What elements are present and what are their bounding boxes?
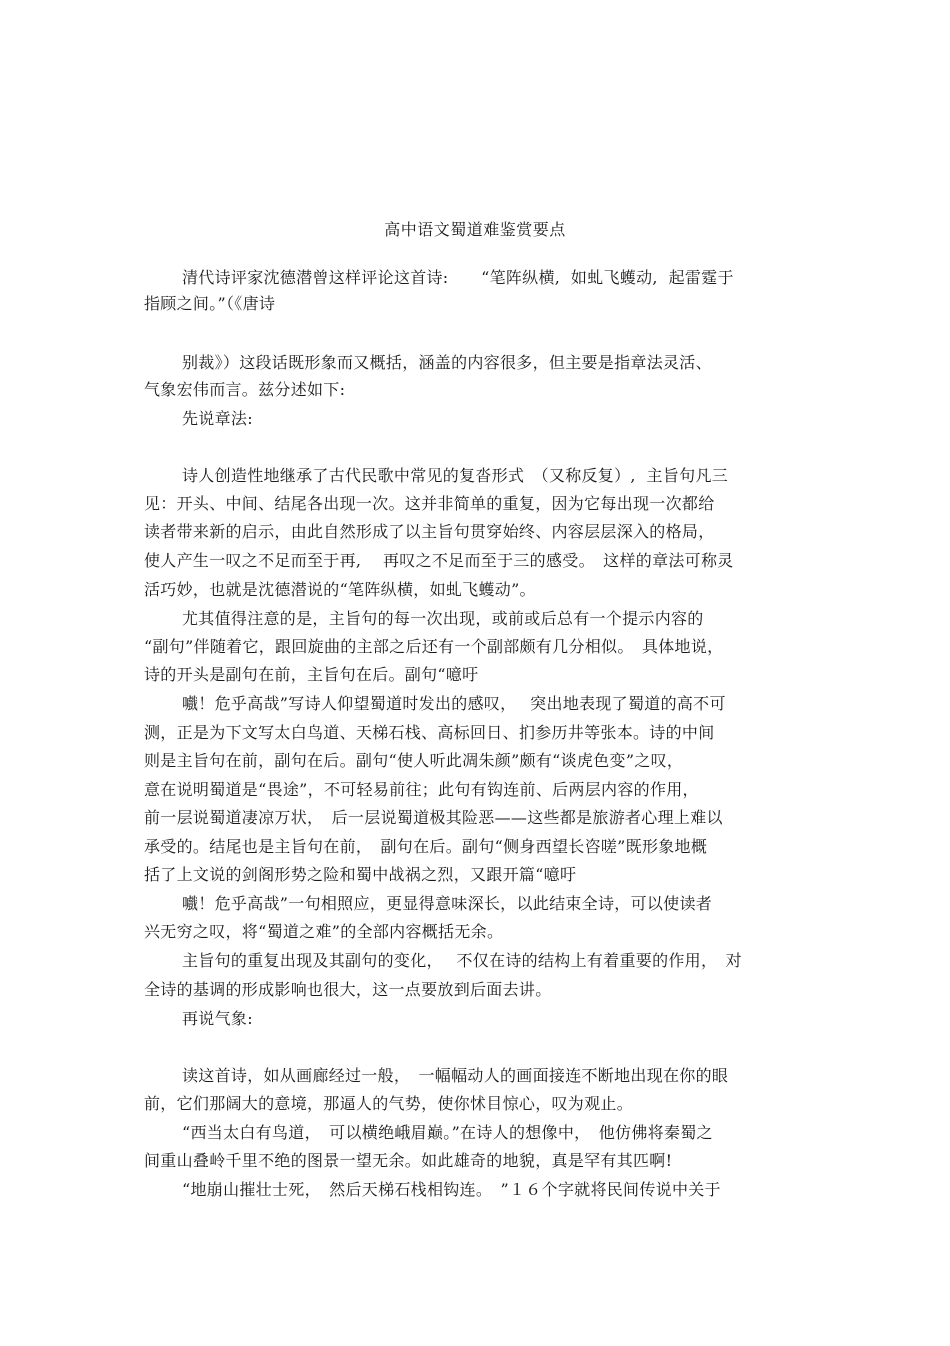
text-line: 嚱！危乎高哉”一句相照应，更显得意味深长，以此结束全诗，可以使读者 [182,894,713,913]
page-title: 高中语文蜀道难鉴赏要点 [384,220,566,239]
text-line: 读这首诗，如从画廊经过一般， 一幅幅动人的画面接连不断地出现在你的眼 [182,1066,729,1085]
text-line: 尤其值得注意的是，主旨句的每一次出现，或前或后总有一个提示内容的 [182,609,704,628]
text-line: 诗的开头是副句在前，主旨句在后。副句“噫吁 [144,665,479,684]
text-line: “地崩山摧壮士死， 然后天梯石栈相钩连。 ”１６个字就将民间传说中关于 [182,1180,721,1199]
text-line: 指顾之间。”（《唐诗 [144,294,276,313]
text-line: 则是主旨句在前，副句在后。副句“使人听此凋朱颜”颇有“谈虎色变”之叹， [144,751,684,770]
text-line: 主旨句的重复出现及其副句的变化， 不仅在诗的结构上有着重要的作用， 对 [182,951,742,970]
text-line: 先说章法: [182,409,253,428]
text-line: 意在说明蜀道是“畏途”，不可轻易前往；此句有钩连前、后两层内容的作用， [144,780,699,799]
text-line: 读者带来新的启示，由此自然形成了以主旨句贯穿始终、内容层层深入的格局， [144,522,715,541]
text-line: 诗人创造性地继承了古代民歌中常见的复沓形式 （又称反复）, 主旨句凡三 [182,466,729,485]
text-line: 活巧妙，也就是沈德潜说的“笔阵纵横，如虬飞蠖动”。 [144,580,536,599]
text-line: 承受的。结尾也是主旨句在前， 副句在后。副句“侧身西望长咨嗟”既形象地概 [144,837,708,856]
text-line: 别裁》）这段话既形象而又概括，涵盖的内容很多，但主要是指章法灵活、 [182,353,712,372]
text-line: 见：开头、中间、结尾各出现一次。这并非简单的重复，因为它每出现一次都给 [144,494,715,513]
text-line: 嚱！危乎高哉”写诗人仰望蜀道时发出的感叹， 突出地表现了蜀道的高不可 [182,694,726,713]
text-line: 气象宏伟而言。兹分述如下: [144,380,346,399]
text-line: 全诗的基调的形成影响也很大，这一点要放到后面去讲。 [144,980,552,999]
text-line: 前一层说蜀道凄凉万状， 后一层说蜀道极其险恶——这些都是旅游者心理上难以 [144,808,723,827]
text-line: “西当太白有鸟道， 可以横绝峨眉巅。”在诗人的想像中， 他仿佛将秦蜀之 [182,1123,713,1142]
text-line: 使人产生一叹之不足而至于再, 再叹之不足而至于三的感受。 这样的章法可称灵 [144,551,734,570]
text-line: 间重山叠岭千里不绝的图景一望无余。如此雄奇的地貌，真是罕有其匹啊! [144,1151,673,1170]
text-line: 前，它们那阔大的意境，那逼人的气势，使你怵目惊心，叹为观止。 [144,1094,634,1113]
text-line: 括了上文说的剑阁形势之险和蜀中战祸之烈，又跟开篇“噫吁 [144,865,577,884]
text-line: 兴无穷之叹，将“蜀道之难”的全部内容概括无余。 [144,922,504,941]
text-line: 清代诗评家沈德潜曾这样评论这首诗: “笔阵纵横, 如虬飞蠖动, 起雷霆于 [182,268,734,287]
text-line: 再说气象: [182,1009,253,1028]
text-line: 测，正是为下文写太白鸟道、天梯石栈、高标回日、扪参历井等张本。诗的中间 [144,723,715,742]
text-line: “副句”伴随着它，跟回旋曲的主部之后还有一个副部颇有几分相似。 具体地说， [144,637,724,656]
